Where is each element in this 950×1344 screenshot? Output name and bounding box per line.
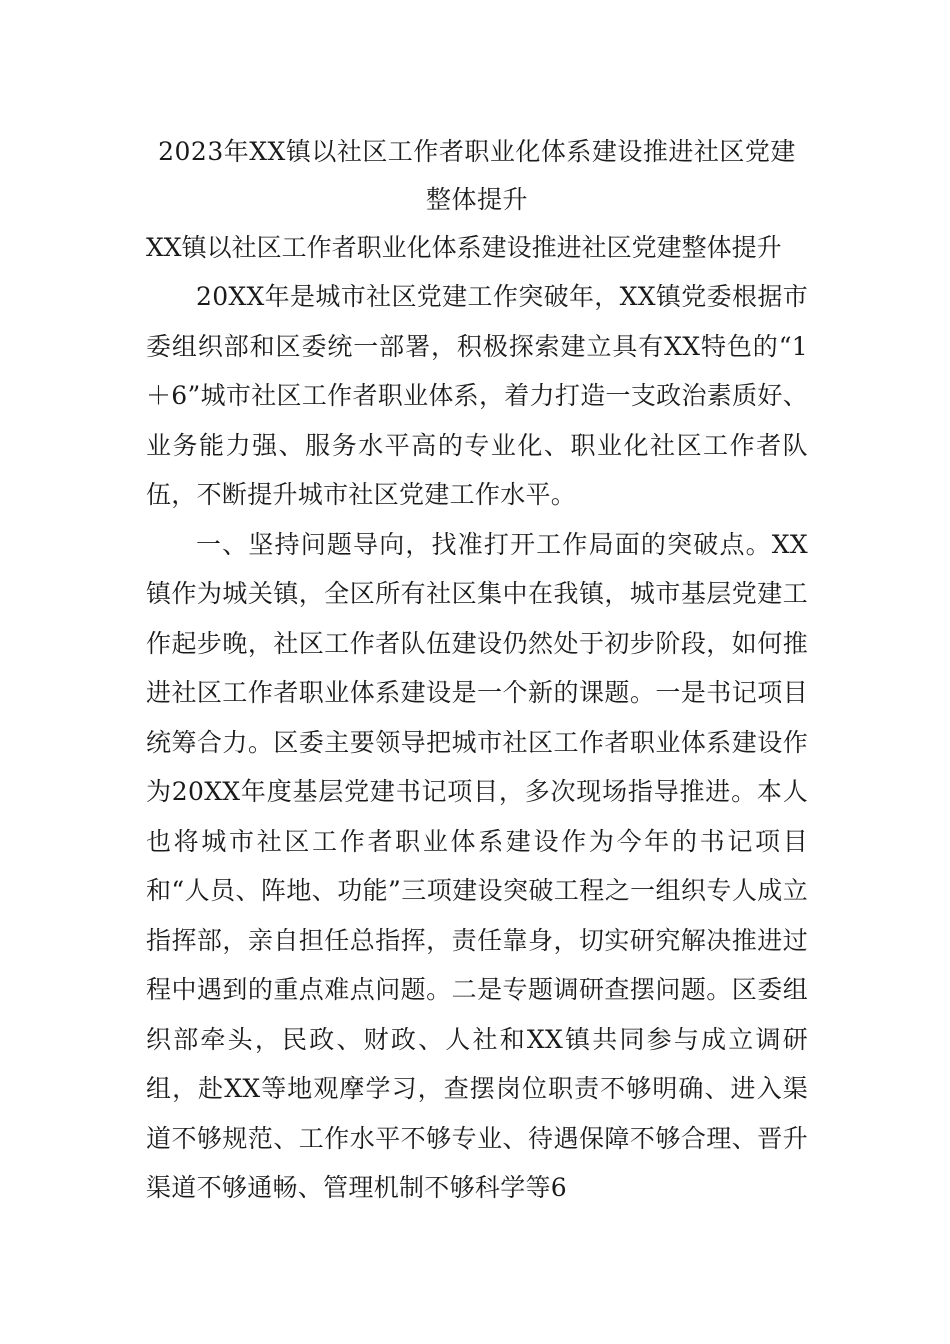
document-title: 2023年XX镇以社区工作者职业化体系建设推进社区党建整体提升 — [158, 137, 796, 214]
document-subtitle: XX镇以社区工作者职业化体系建设推进社区党建整体提升 — [146, 233, 782, 262]
paragraph-intro: 20XX年是城市社区党建工作突破年，XX镇党委根据市委组织部和区委统一部署，积极探索建立具有XX特色的“1＋6”城市社区工作者职业体系，着力打造一支政治素质好、业务能力强、服务水平高的专业化、职业化社区工作者队伍，不断提升城市社区党建工作水平。 — [146, 282, 808, 509]
paragraph-section-one: 一、坚持问题导向，找准打开工作局面的突破点。XX镇作为城关镇，全区所有社区集中在我镇，城市基层党建工作起步晚，社区工作者队伍建设仍然处于初步阶段，如何推进社区工作者职业体系建设是一个新的课题。一是书记项目统筹合力。区委主要领导把城市社区工作者职业体系建设作为20XX年度基层党建书记项目，多次现场指导推进。本人也将城市社区工作者职业体系建设作为今年的书记项目和“人员、阵地、功能”三项建设突破工程之一组织专人成立指挥部，亲自担任总指挥，责任靠身，切实研究解决推进过程中遇到的重点难点问题。二是专题调研查摆问题。区委组织部牵头，民政、财政、人社和XX镇共同参与成立调研组，赴XX等地观摩学习，查摆岗位职责不够明确、进入渠道不够规范、工作水平不够专业、待遇保障不够合理、晋升渠道不够通畅、管理机制不够科学等6 — [146, 529, 808, 1202]
document-page — [146, 128, 808, 1213]
